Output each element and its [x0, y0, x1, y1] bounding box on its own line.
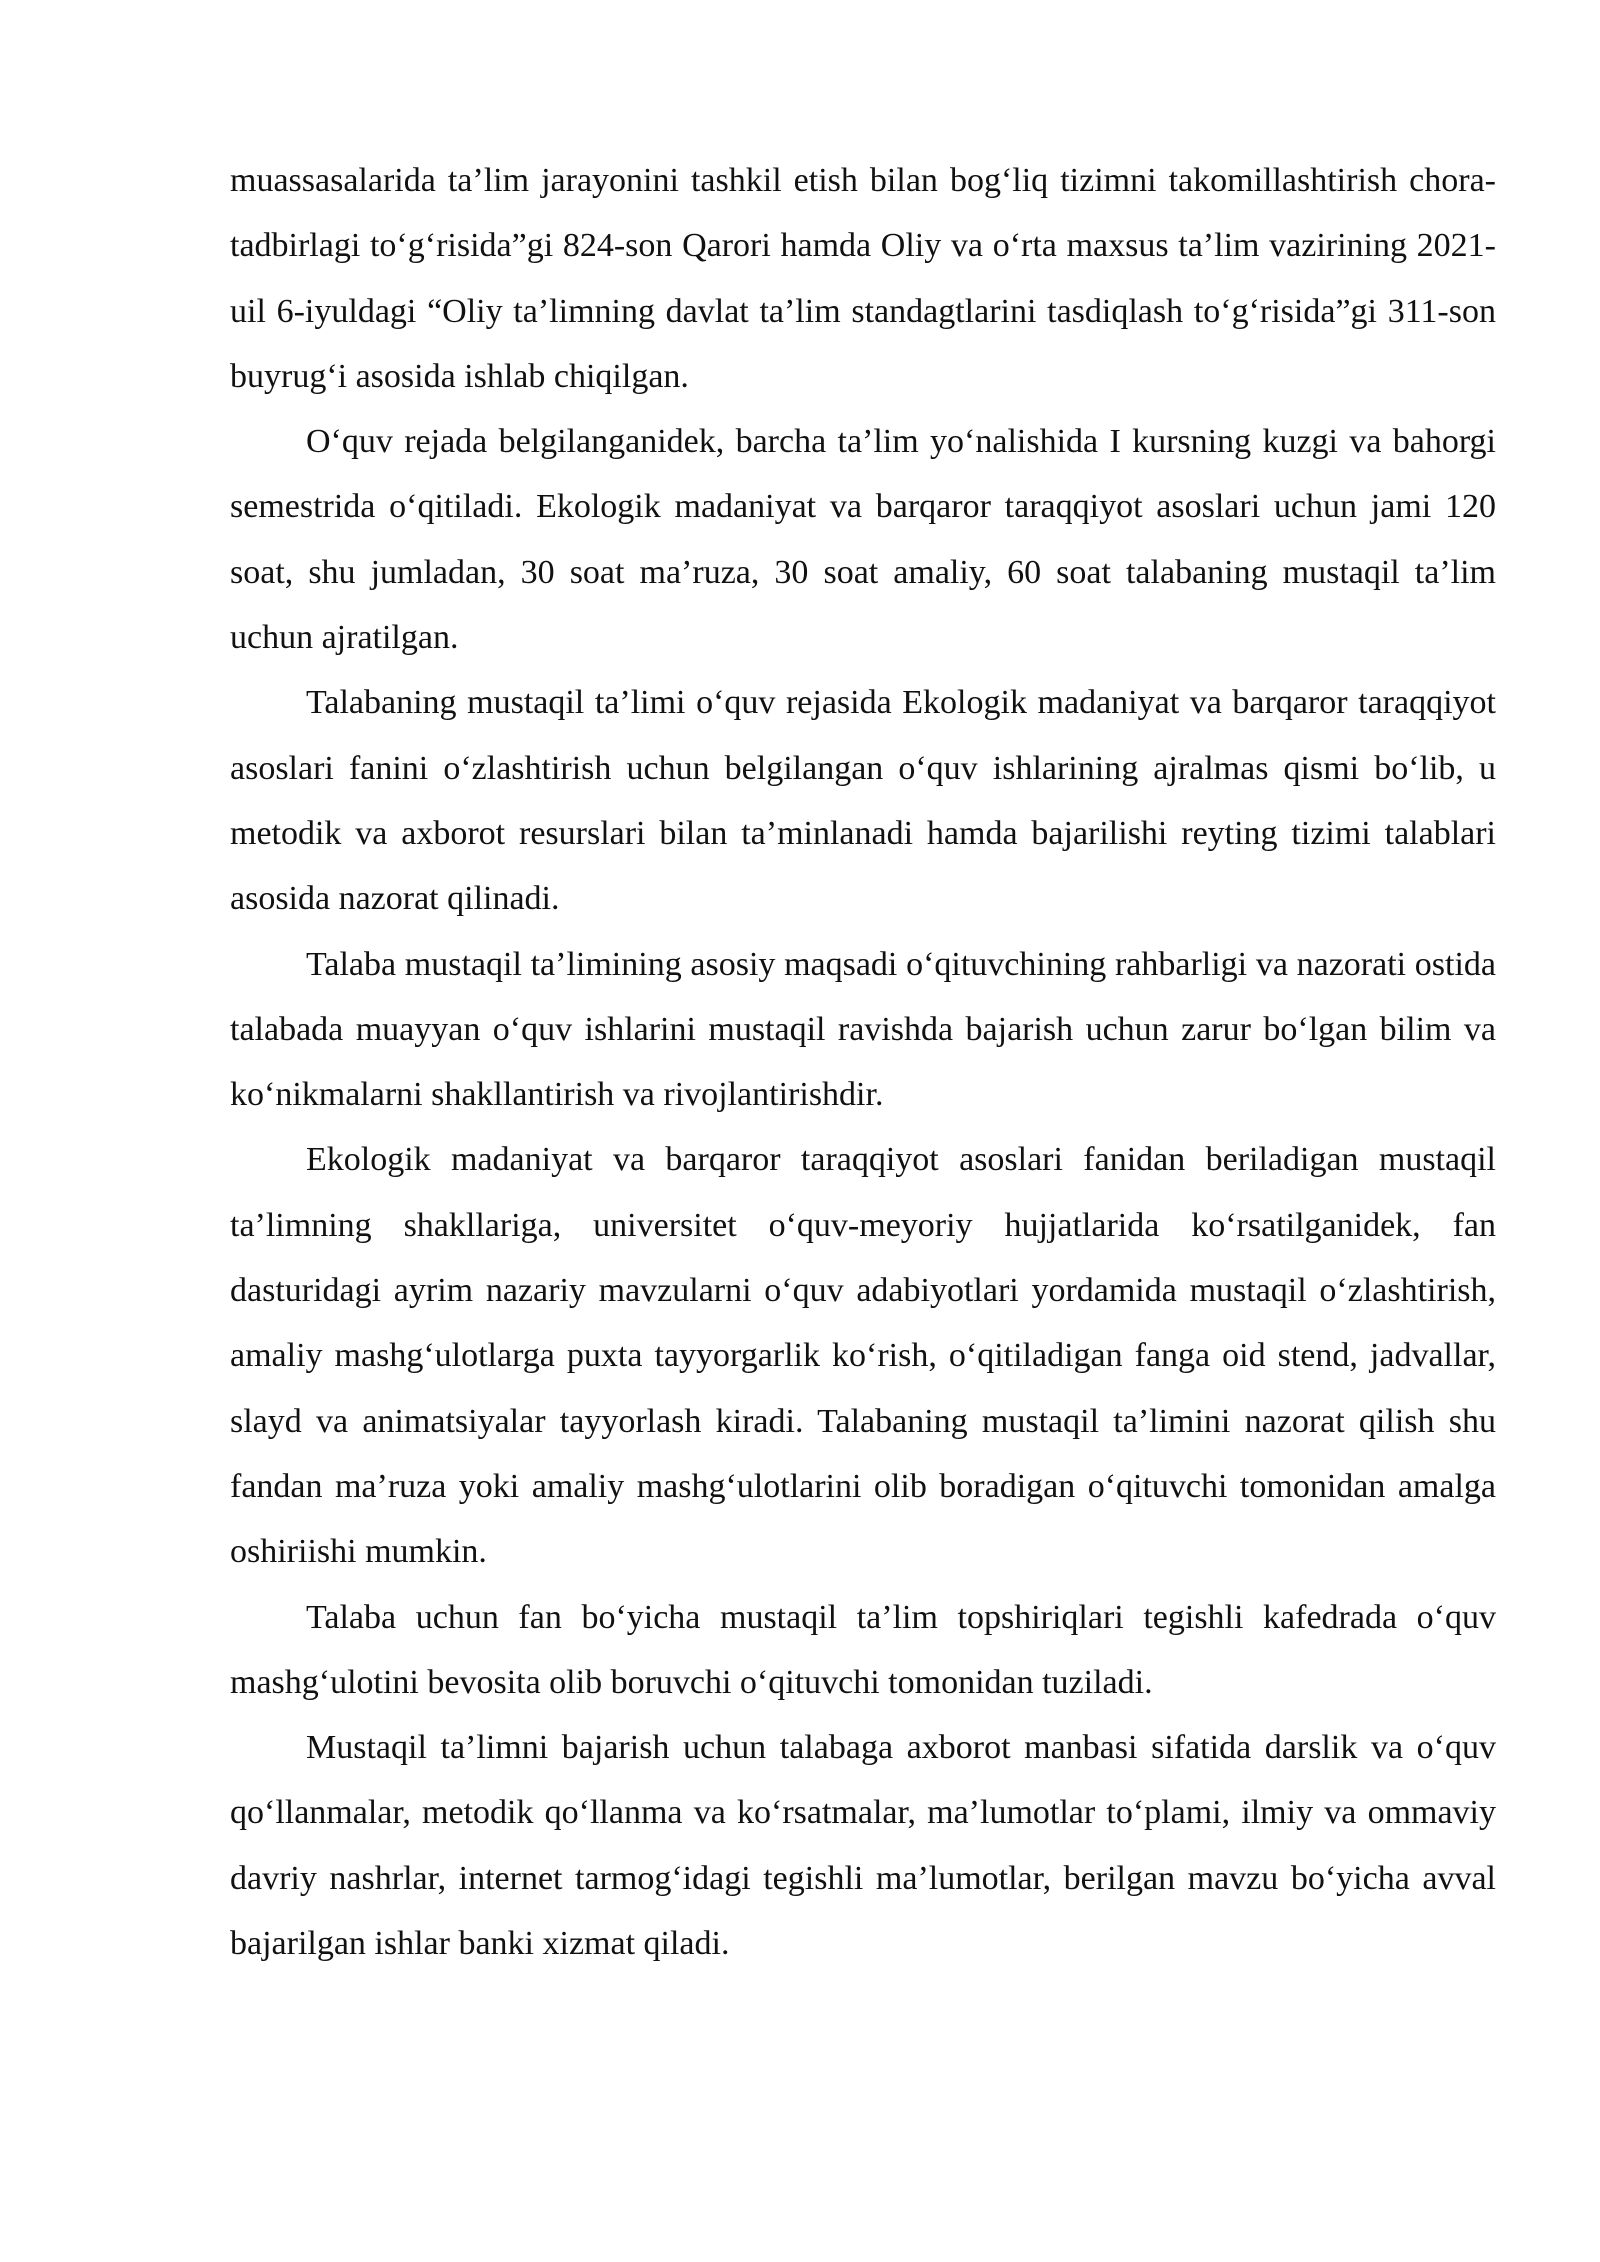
paragraph-7: Mustaqil ta’limni bajarish uchun talabaga axborot manbasi sifatida darslik va o‘quv qo‘llanmalar, metodik qo‘llanma va ko‘rsatmalar, ma’lumotlar to‘plami, ilmiy va ommaviy davriy nashrlar, internet tarmog‘idagi tegishli ma’lumotlar, berilgan mavzu bo‘yicha avval bajarilgan ishlar banki xizmat qiladi.: [230, 1729, 1496, 1963]
paragraph-1: muassasalarida ta’lim jarayonini tashkil etish bilan bog‘liq tizimni takomillashtirish chora-tadbirlagi to‘g‘risida”gi 824-son Qarori hamda Oliy va o‘rta maxsus ta’lim vazirining 2021-uil 6-iyuldagi “Oliy ta’limning davlat ta’lim standagtlarini tasdiqlash to‘g‘risida”gi 311-son buyrug‘i asosida ishlab chiqilgan.: [230, 162, 1496, 395]
paragraph-6: Talaba uchun fan bo‘yicha mustaqil ta’lim topshiriqlari tegishli kafedrada o‘quv mashg‘ulotini bevosita olib boruvchi o‘qituvchi tomonidan tuziladi.: [230, 1598, 1496, 1701]
paragraph-2: O‘quv rejada belgilanganidek, barcha ta’lim yo‘nalishida I kursning kuzgi va bahorgi semestrida o‘qitiladi. Ekologik madaniyat va barqaror taraqqiyot asoslari uchun jami 120 soat, shu jumladan, 30 soat ma’ruza, 30 soat amaliy, 60 soat talabaning mustaqil ta’lim uchun ajratilgan.: [230, 423, 1496, 657]
paragraph-3: Talabaning mustaqil ta’limi o‘quv rejasida Ekologik madaniyat va barqaror taraqqiyot asoslari fanini o‘zlashtirish uchun belgilangan o‘quv ishlarining ajralmas qismi bo‘lib, u metodik va axborot resurslari bilan ta’minlanadi hamda bajarilishi reyting tizimi talablari asosida nazorat qilinadi.: [230, 684, 1496, 918]
document-body: [230, 148, 1496, 1976]
paragraph-5: Ekologik madaniyat va barqaror taraqqiyot asoslari fanidan beriladigan mustaqil ta’limning shakllariga, universitet o‘quv-meyoriy hujjatlarida ko‘rsatilganidek, fan dasturidagi ayrim nazariy mavzularni o‘quv adabiyotlari yordamida mustaqil o‘zlashtirish, amaliy mashg‘ulotlarga puxta tayyorgarlik ko‘rish, o‘qitiladigan fanga oid stend, jadvallar, slayd va animatsiyalar tayyorlash kiradi. Talabaning mustaqil ta’limini nazorat qilish shu fandan ma’ruza yoki amaliy mashg‘ulotlarini olib boradigan o‘qituvchi tomonidan amalga oshiriishi mumkin.: [230, 1141, 1496, 1571]
paragraph-4: Talaba mustaqil ta’limining asosiy maqsadi o‘qituvchining rahbarligi va nazorati ostida talabada muayyan o‘quv ishlarini mustaqil ravishda bajarish uchun zarur bo‘lgan bilim va ko‘nikmalarni shakllantirish va rivojlantirishdir.: [230, 945, 1496, 1114]
